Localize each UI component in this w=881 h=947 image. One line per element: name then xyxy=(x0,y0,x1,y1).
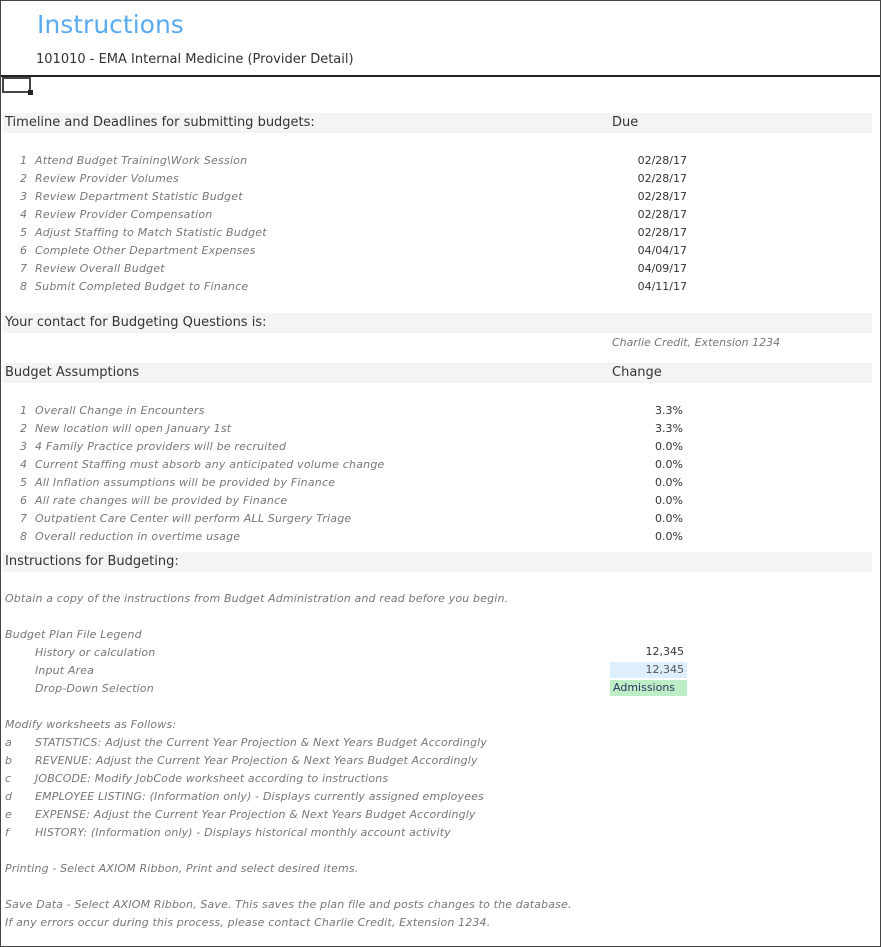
assumption-row-text: Overall reduction in overtime usage xyxy=(35,530,241,543)
timeline-row-due[interactable]: 02/28/17 xyxy=(637,226,687,239)
instructions-heading: Instructions for Budgeting: xyxy=(5,554,179,569)
assumption-row-change[interactable]: 3.3% xyxy=(655,404,683,417)
assumption-row-number: 1 xyxy=(20,404,27,417)
assumption-row xyxy=(1,458,880,476)
timeline-row-task: Review Overall Budget xyxy=(35,262,165,275)
modify-item-text: EXPENSE: Adjust the Current Year Projection & Next Years Budget Accordingly xyxy=(35,808,476,821)
timeline-row-task: Adjust Staffing to Match Statistic Budget xyxy=(35,226,267,239)
timeline-row-task: Attend Budget Training\Work Session xyxy=(35,154,248,167)
timeline-row-number: 2 xyxy=(20,172,27,185)
timeline-row-number: 5 xyxy=(20,226,27,239)
obtain-instructions-text: Obtain a copy of the instructions from Budget Administration and read before you begin. xyxy=(5,592,509,605)
timeline-row-number: 3 xyxy=(20,190,27,203)
timeline-row-due[interactable]: 04/11/17 xyxy=(637,280,687,293)
assumption-row xyxy=(1,512,880,530)
assumption-row-change[interactable]: 0.0% xyxy=(655,530,683,543)
assumption-row-text: 4 Family Practice providers will be recruited xyxy=(35,440,287,453)
timeline-row-due[interactable]: 02/28/17 xyxy=(637,154,687,167)
assumption-row-change[interactable]: 0.0% xyxy=(655,476,683,489)
timeline-row-task: Review Department Statistic Budget xyxy=(35,190,243,203)
assumption-row xyxy=(1,440,880,458)
assumption-row-number: 8 xyxy=(20,530,27,543)
timeline-heading: Timeline and Deadlines for submitting budgets: xyxy=(5,115,315,130)
timeline-row-number: 6 xyxy=(20,244,27,257)
save-data-text: Save Data - Select AXIOM Ribbon, Save. This saves the plan file and posts changes to the database. xyxy=(5,898,572,911)
errors-text: If any errors occur during this process, please contact Charlie Credit, Extension 1234. xyxy=(5,916,491,929)
timeline-row-task: Review Provider Compensation xyxy=(35,208,213,221)
timeline-row-number: 1 xyxy=(20,154,27,167)
legend-input-value[interactable]: 12,345 xyxy=(610,662,687,678)
assumption-row-change[interactable]: 0.0% xyxy=(655,440,683,453)
timeline-row xyxy=(1,280,880,298)
contact-header xyxy=(3,313,872,333)
legend-history-value: 12,345 xyxy=(645,645,684,658)
timeline-row-due[interactable]: 04/04/17 xyxy=(637,244,687,257)
timeline-row-number: 4 xyxy=(20,208,27,221)
legend-dropdown-value[interactable]: Admissions xyxy=(610,680,687,696)
assumption-row xyxy=(1,530,880,548)
assumption-row-text: New location will open January 1st xyxy=(35,422,232,435)
modify-item-letter: f xyxy=(5,826,9,839)
modify-item-letter: d xyxy=(5,790,12,803)
legend-history-label: History or calculation xyxy=(35,646,156,659)
modify-item-text: HISTORY: (Information only) - Displays historical monthly account activity xyxy=(35,826,451,839)
assumption-row xyxy=(1,494,880,512)
assumption-row-change[interactable]: 0.0% xyxy=(655,494,683,507)
timeline-row-number: 8 xyxy=(20,280,27,293)
modify-item-letter: e xyxy=(5,808,12,821)
timeline-row-number: 7 xyxy=(20,262,27,275)
timeline-row xyxy=(1,244,880,262)
assumption-row-number: 5 xyxy=(20,476,27,489)
timeline-row xyxy=(1,190,880,208)
assumption-row-text: Current Staffing must absorb any anticipated volume change xyxy=(35,458,385,471)
selected-cell[interactable] xyxy=(2,77,31,93)
timeline-row xyxy=(1,226,880,244)
modify-item-letter: a xyxy=(5,736,12,749)
timeline-row-task: Review Provider Volumes xyxy=(35,172,179,185)
assumption-row xyxy=(1,422,880,440)
timeline-row-due[interactable]: 02/28/17 xyxy=(637,190,687,203)
page-subtitle: 101010 - EMA Internal Medicine (Provider Detail) xyxy=(36,52,354,67)
timeline-row xyxy=(1,208,880,226)
modify-item-text: STATISTICS: Adjust the Current Year Projection & Next Years Budget Accordingly xyxy=(35,736,487,749)
modify-item-text: JOBCODE: Modify JobCode worksheet according to instructions xyxy=(35,772,389,785)
modify-item-letter: b xyxy=(5,754,12,767)
timeline-row-due[interactable]: 02/28/17 xyxy=(637,172,687,185)
printing-text: Printing - Select AXIOM Ribbon, Print and select desired items. xyxy=(5,862,359,875)
contact-heading: Your contact for Budgeting Questions is: xyxy=(5,315,267,330)
assumption-row-number: 4 xyxy=(20,458,27,471)
legend-dropdown-label: Drop-Down Selection xyxy=(35,682,154,695)
change-column-header: Change xyxy=(612,365,662,380)
page-title: Instructions xyxy=(37,10,184,39)
due-column-header: Due xyxy=(612,115,639,130)
assumption-row-change[interactable]: 3.3% xyxy=(655,422,683,435)
assumption-row-change[interactable]: 0.0% xyxy=(655,458,683,471)
modify-item-letter: c xyxy=(5,772,12,785)
timeline-row xyxy=(1,154,880,172)
legend-title: Budget Plan File Legend xyxy=(5,628,142,641)
assumptions-header xyxy=(3,363,872,383)
assumption-row-number: 7 xyxy=(20,512,27,525)
timeline-row-task: Submit Completed Budget to Finance xyxy=(35,280,249,293)
timeline-row-task: Complete Other Department Expenses xyxy=(35,244,256,257)
legend-input-label: Input Area xyxy=(35,664,95,677)
timeline-row xyxy=(1,262,880,280)
assumption-row xyxy=(1,404,880,422)
instructions-header xyxy=(3,552,872,572)
modify-item-text: EMPLOYEE LISTING: (Information only) - Displays currently assigned employees xyxy=(35,790,484,803)
timeline-row xyxy=(1,172,880,190)
assumption-row-number: 2 xyxy=(20,422,27,435)
assumptions-heading: Budget Assumptions xyxy=(5,365,140,380)
modify-item-text: REVENUE: Adjust the Current Year Projection & Next Years Budget Accordingly xyxy=(35,754,478,767)
timeline-row-due[interactable]: 04/09/17 xyxy=(637,262,687,275)
assumption-row-text: All rate changes will be provided by Finance xyxy=(35,494,288,507)
timeline-row-due[interactable]: 02/28/17 xyxy=(637,208,687,221)
timeline-header xyxy=(3,113,872,133)
assumption-row-text: Outpatient Care Center will perform ALL Surgery Triage xyxy=(35,512,352,525)
assumption-row xyxy=(1,476,880,494)
sheet-header xyxy=(1,1,880,77)
assumption-row-text: All Inflation assumptions will be provided by Finance xyxy=(35,476,336,489)
assumption-row-number: 3 xyxy=(20,440,27,453)
contact-value[interactable]: Charlie Credit, Extension 1234 xyxy=(612,336,781,349)
modify-title: Modify worksheets as Follows: xyxy=(5,718,177,731)
assumption-row-number: 6 xyxy=(20,494,27,507)
assumption-row-change[interactable]: 0.0% xyxy=(655,512,683,525)
assumption-row-text: Overall Change in Encounters xyxy=(35,404,205,417)
